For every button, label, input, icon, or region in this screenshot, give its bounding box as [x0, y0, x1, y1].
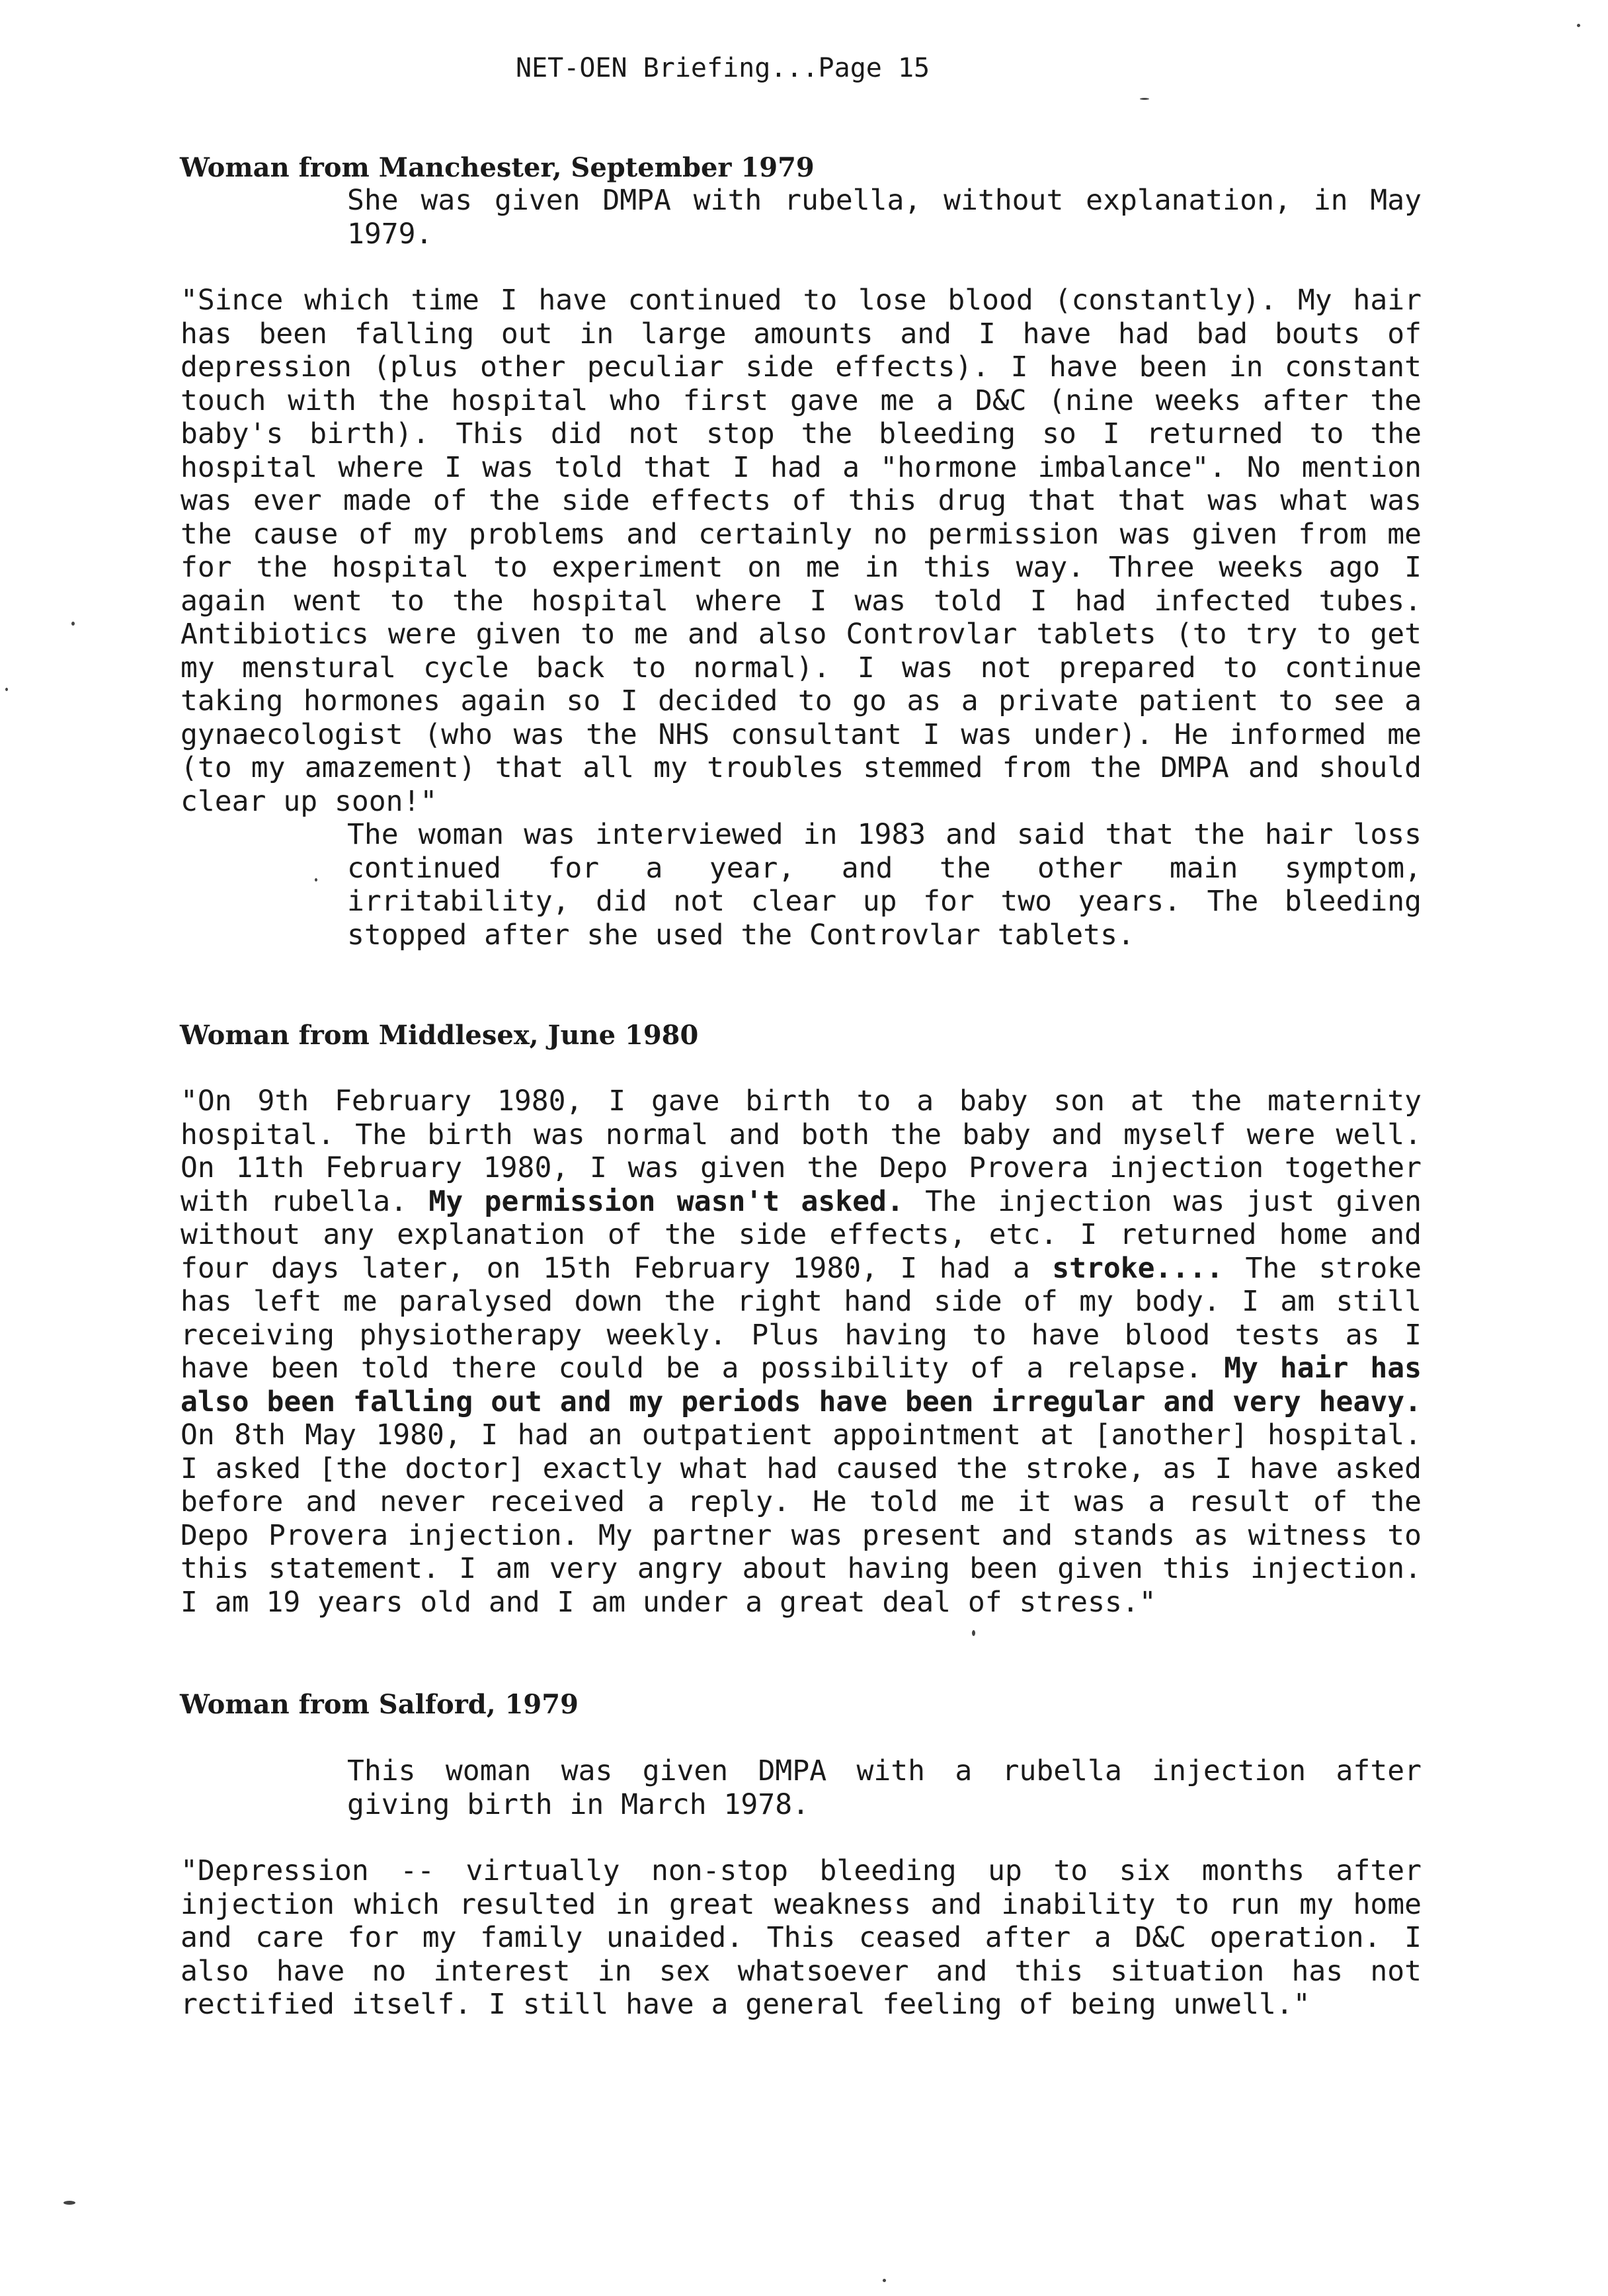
scan-speck — [1140, 98, 1149, 100]
quote-text: "On 9th February 1980, I gave birth to a baby son at the maternity hospital. The birth was normal and both the baby and myself were well. On 11th February 1980, I was given the Depo Provera injection together with rubella. — [181, 1085, 1422, 1218]
section-intro-manchester: She was given DMPA with rubella, without explanation, in May 1979. — [347, 184, 1422, 251]
testimony-quote-middlesex — [181, 1085, 1422, 1619]
section-title-middlesex: Woman from Middlesex, June 1980 — [180, 1020, 699, 1051]
followup-note-manchester: The woman was interviewed in 1983 and said that the hair loss continued for a year, and the other main symptom, irritability, did not clear up for two years. The bleeding stopped after she used the Controvlar tablets. — [347, 818, 1422, 952]
scan-speck — [883, 2279, 886, 2282]
quote-emphasis-permission: My permission wasn't asked. — [428, 1184, 904, 1218]
section-title-manchester: Woman from Manchester, September 1979 — [180, 152, 815, 183]
scan-speck — [63, 2201, 75, 2205]
testimony-quote-salford: "Depression -- virtually non-stop bleeding up to six months after injection which resulted in great weakness and inability to run my home and care for my family unaided. This ceased after a D&C operation. I also have no interest in sex whatsoever and this situation has not rectified itself. I still have a general feeling of being unwell." — [181, 1854, 1422, 2021]
scan-speck — [5, 688, 8, 691]
scan-speck — [315, 878, 317, 882]
section-title-salford: Woman from Salford, 1979 — [180, 1689, 579, 1720]
scan-speck — [972, 1630, 975, 1636]
scan-speck — [1577, 24, 1580, 27]
scan-speck — [71, 622, 75, 626]
quote-emphasis-hair-periods: My hair has also been falling out and my periods have been irregular and very heavy. — [181, 1352, 1422, 1418]
quote-text: The injection was just given without any explanation of the side effects, etc. I returned home and four days later, on 15th February 1980, I had a — [181, 1184, 1422, 1285]
quote-text: The stroke has left me paralysed down the right hand side of my body. I am still receiving physiotherapy weekly. Plus having to have blood tests as I have been told there could be a possibility of a relapse. — [181, 1251, 1422, 1385]
testimony-quote-manchester: "Since which time I have continued to lose blood (constantly). My hair has been falling out in large amounts and I have had bad bouts of depression (plus other peculiar side effects). I have been in constant touch with the hospital who first gave me a D&C (nine weeks after the baby's birth). This did not stop the bleeding so I returned to the hospital where I was told that I had a "hormone imbalance". No mention was ever made of the side effects of this drug that that was what was the cause of my problems and certainly no permission was given from me for the hospital to experiment on me in this way. Three weeks ago I again went to the hospital where I was told I had infected tubes. Antibiotics were given to me and also Controvlar tablets (to try to get my menstural cycle back to normal). I was not prepared to continue taking hormones again so I decided to go as a private patient to see a gynaecologist (who was the NHS consultant I was under). He informed me (to my amazement) that all my troubles stemmed from the DMPA and should clear up soon!" — [181, 284, 1422, 818]
section-intro-salford: This woman was given DMPA with a rubella injection after giving birth in March 1978. — [347, 1754, 1422, 1821]
quote-emphasis-stroke: stroke.... — [1052, 1251, 1224, 1285]
quote-text: On 8th May 1980, I had an outpatient appointment at [another] hospital. I asked [the doctor] exactly what had caused the stroke, as I have asked before and never received a reply. He told me it was a result of the Depo Provera injection. My partner was present and stands as witness to this statement. I am very angry about having been given this injection. I am 19 years old and I am under a great deal of stress." — [181, 1418, 1422, 1619]
page-header: NET-OEN Briefing...Page 15 — [516, 53, 930, 83]
